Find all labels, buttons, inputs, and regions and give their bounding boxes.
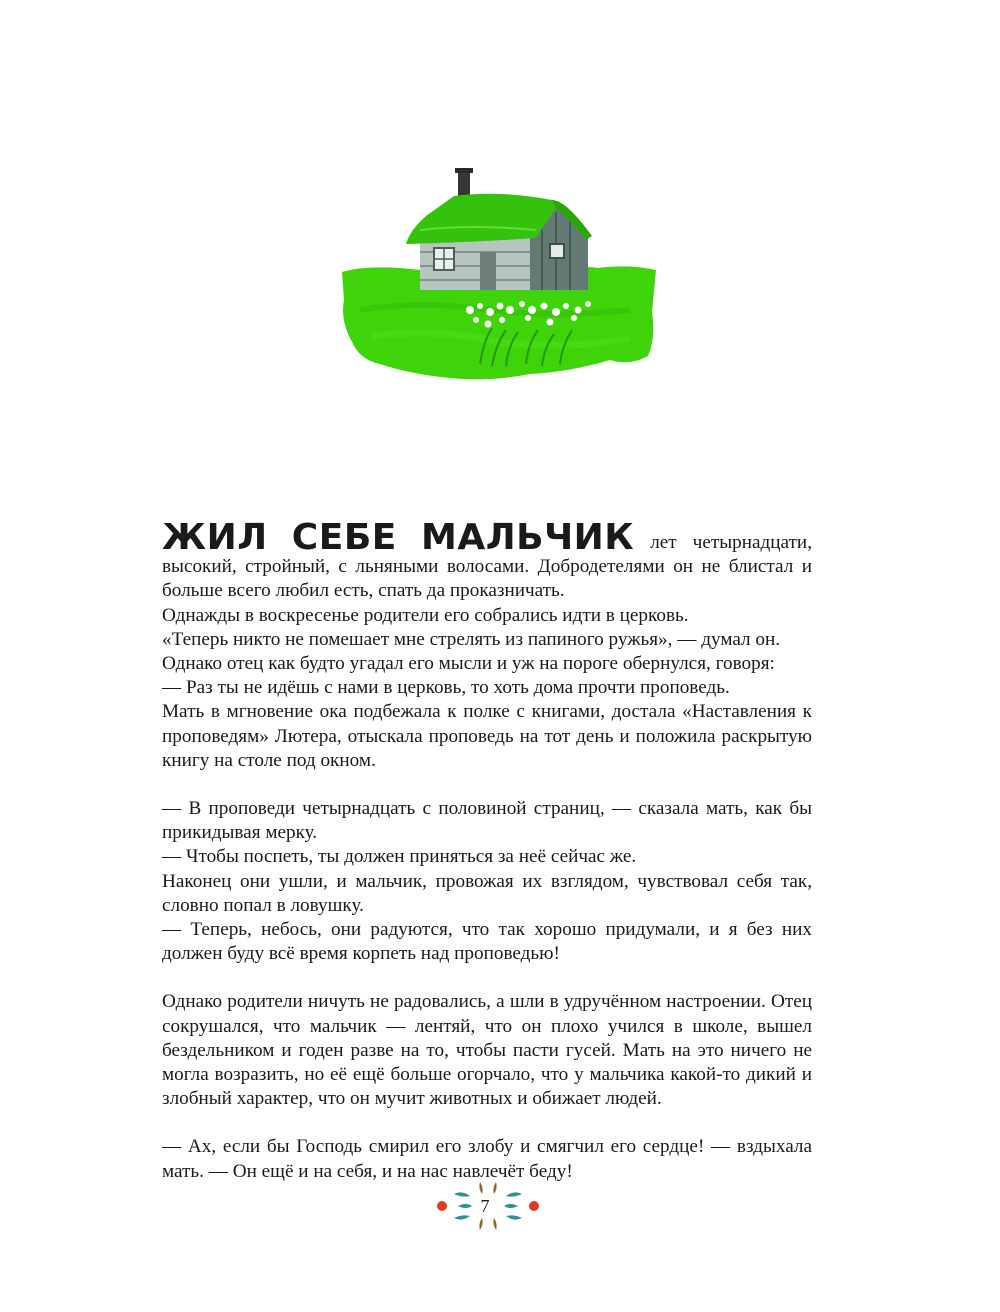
paragraph-opening bbox=[162, 517, 812, 604]
paragraph: Мать в мгновение ока подбежала к полке с книгами, достала «Наставления к проповедям» Лютера, отыскала проповедь на тот день и положила раскрытую книгу на столе под окном. bbox=[162, 701, 812, 771]
paragraph: — Раз ты не идёшь с нами в церковь, то хоть дома прочти проповедь. bbox=[162, 677, 730, 699]
house bbox=[406, 168, 592, 290]
page-number: 7 bbox=[480, 1196, 490, 1216]
paragraph: — Ах, если бы Господь смирил его злобу и смягчил его сердце! — вздыхала мать. — Он ещё и на себя, и на нас навлечёт беду! bbox=[162, 1136, 812, 1182]
paragraph: — В проповеди четырнадцать с половиной страниц, — сказала мать, как бы прикидывая мерку. bbox=[162, 798, 812, 844]
opening-caps: ЖИЛ СЕБЕ МАЛЬЧИК bbox=[162, 517, 635, 558]
paragraph: «Теперь никто не помешает мне стрелять из папиного ружья», — думал он. bbox=[162, 628, 781, 650]
story-text bbox=[162, 517, 812, 1184]
paragraph: Однако родители ничуть не радовались, а шли в удручённом настроении. Отец сокрушался, что мальчик — лентяй, что он плохо учился в школе, вышел бездельником и годен разве на то, чтобы пасти гусей. Мать на это ничего не могла возразить, но её ещё больше огорчало, что у мальчика какой-то дикий и злобный характер, что он мучит животных и обижает людей. bbox=[162, 991, 812, 1110]
paragraph: — Чтобы поспеть, ты должен приняться за неё сейчас же. bbox=[162, 846, 637, 868]
paragraph: Однако отец как будто угадал его мысли и уж на пороге обернулся, говоря: bbox=[162, 653, 775, 675]
paragraph-text: лет четырнадцати, высокий, стройный, с льняными волосами. Добродетелями он не блистал и больше всего любил есть, спать да проказничать. bbox=[162, 532, 812, 602]
house-illustration bbox=[330, 160, 660, 390]
paragraph: — Теперь, небось, они радуются, что так хорошо придумали, и я без них должен буду всё время корпеть над проповедью! bbox=[162, 919, 812, 965]
roof bbox=[406, 194, 560, 244]
paragraph: Наконец они ушли, и мальчик, провожая их взглядом, чувствовал себя так, словно попал в ловушку. bbox=[162, 870, 812, 916]
paragraph: Однажды в воскресенье родители его собрались идти в церковь. bbox=[162, 604, 689, 626]
